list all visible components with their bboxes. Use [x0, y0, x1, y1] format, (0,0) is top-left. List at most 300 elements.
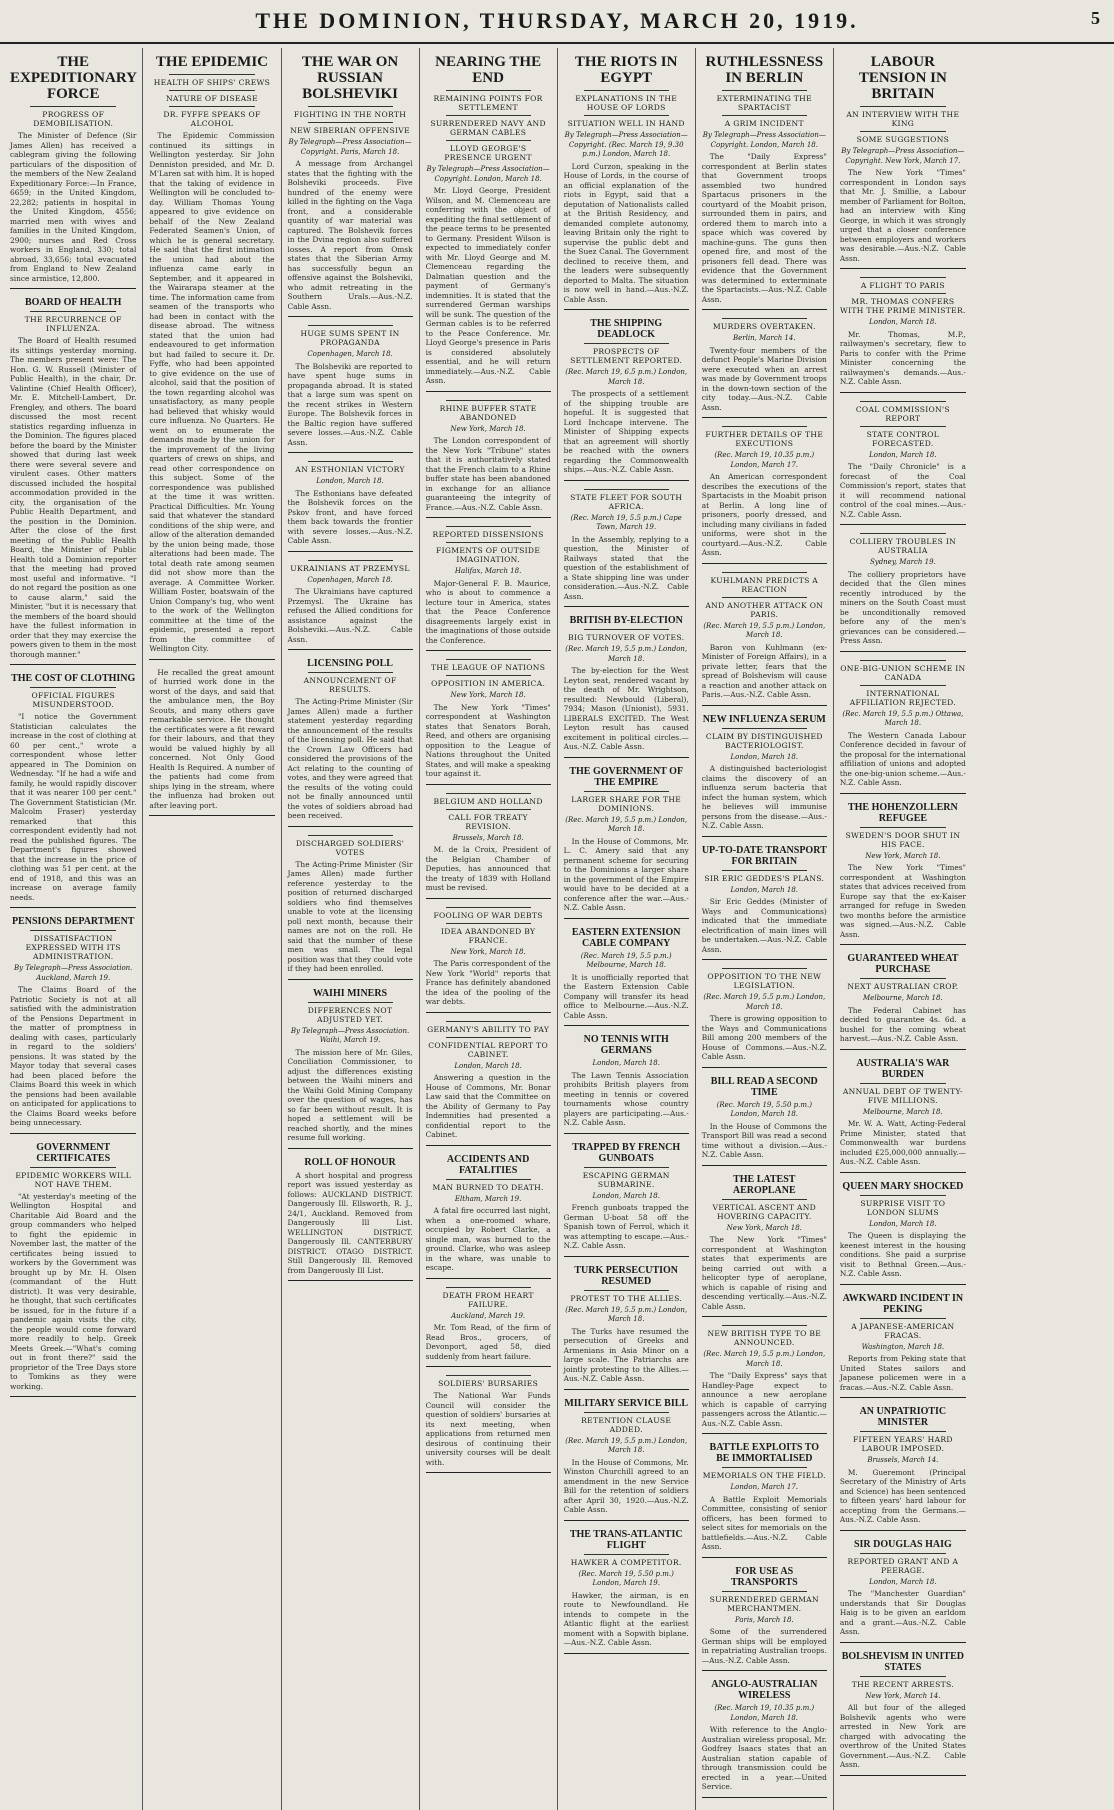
article-dateline: Berlin, March 14. [733, 334, 796, 342]
article-body: He recalled the great amount of hurried work done in the worst of the days, and said that the ambulance men, the Boy Scouts, and many others gave remarkable service. He thought the certificates were a fit reward for their labours, and that they would be valued highly by all concerned. Not Only Good Health Is Required. A number of the patients had come from ships lying in the stream, where the influenza had broken out after leaving port. [149, 667, 275, 810]
article-dateline: By Telegraph—Press Association—Copyright. London, March 18. [702, 131, 826, 149]
article-headline: SIR DOUGLAS HAIG [853, 1538, 952, 1550]
article-body: A Battle Exploit Memorials Committee, consisting of senior officers, has been formed to select sites for memorials on the battlefields.—Aus.-N.Z. Cable Assn. [701, 1494, 827, 1551]
article-separator [702, 1067, 827, 1068]
article-body: The New York "Times" correspondent at Washington states that advices received from Europe say that the ex-Kaiser arranged for refuge in Sweden two months before the armistice was signed.—Aus.-N.Z. Cable Assn. [839, 863, 966, 939]
article-separator [702, 417, 827, 418]
article-headline: TURK PERSECUTION RESUMED [574, 1264, 679, 1287]
article-subheading: NEW SIBERIAN OFFENSIVE [290, 126, 410, 135]
article-subheading: PROTEST TO THE ALLIES. [570, 1293, 683, 1303]
divider [308, 672, 393, 673]
divider [446, 115, 531, 116]
article [840, 533, 966, 652]
divider [722, 115, 807, 116]
article-headline: MILITARY SERVICE BILL [564, 1397, 689, 1409]
article [564, 1529, 689, 1654]
article-subheading: DEATH FROM HEART FAILURE. [442, 1290, 534, 1309]
article-subheading: DISSATISFACTION EXPRESSED WITH ITS ADMINISTRATION. [25, 934, 121, 961]
article [702, 1679, 827, 1798]
article-separator [564, 1256, 689, 1257]
article-subheading: GERMANY'S ABILITY TO PAY [427, 1024, 550, 1034]
article-dateline: New York, March 18. [450, 691, 526, 699]
divider [722, 1467, 807, 1468]
article-separator [702, 1316, 827, 1317]
masthead-title: THE DOMINION, THURSDAY, MARCH 20, 1919. [255, 8, 859, 33]
article-headline: BRITISH BY-ELECTION [569, 615, 683, 626]
article-dateline: London, March 18. [454, 1061, 522, 1070]
article-subheading: RHINE BUFFER STATE ABANDONED [439, 403, 537, 422]
article-subheading: CALL FOR TREATY REVISION. [448, 812, 528, 831]
divider [722, 90, 807, 91]
article-subheading: REPORTED GRANT AND A PEERAGE. [847, 1556, 959, 1575]
article-headline: TRAPPED BY FRENCH GUNBOATS [572, 1141, 681, 1164]
divider [30, 930, 116, 931]
article [288, 560, 413, 651]
article-headline: THE COST OF CLOTHING [11, 673, 136, 684]
divider [308, 560, 393, 561]
article-dateline: (Rec. March 19, 10.35 p.m.) London, March 17. [714, 451, 815, 469]
divider [722, 572, 807, 573]
divider [169, 90, 254, 91]
article-dateline: (Rec. March 19, 5.5 p.m.) Melbourne, March 18. [580, 951, 672, 969]
article-body: The prospects of a settlement of the shipping trouble are hopeful. It is suggested that Lord Inchcape intervene. The Minister of Shipping expects that an agreement will shortly be reached with the owners regarding the Commonwealth ships.—Aus.-N.Z. Cable Assn. [563, 389, 689, 474]
article-dateline: London, March 18. [592, 1059, 660, 1067]
article-headline: LICENSING POLL [307, 658, 393, 669]
article-headline: ANGLO-AUSTRALIAN WIRELESS [711, 1679, 818, 1701]
article-body: With reference to the Anglo-Australian wireless proposal, Mr. Godfrey Isaacs states that an Australian station capable of through transmission could be erected in a year.—United Service. [701, 1725, 827, 1791]
article-dateline: (Rec. March 19, 5.5 p.m.) London, March 18. [565, 645, 688, 663]
article-body: Sir Eric Geddes (Minister of Ways and Communications) indicated that the immediate electrification of main lines will be undertaken.—Aus.-N.Z. Cable Assn. [701, 897, 827, 954]
article-separator [702, 836, 827, 837]
article-separator [702, 1557, 827, 1558]
divider [446, 140, 531, 141]
article-subheading: MAN BURNED TO DEATH. [432, 1182, 544, 1192]
article [288, 835, 413, 980]
article-body: The Turks have resumed the persecution of Greeks and Armenians in Asia Minor on a large scale. The Patriarchs are jointly protesting to the Allies.—Aus.-N.Z. Cable Assn. [563, 1326, 689, 1383]
article-separator [564, 1025, 689, 1026]
article-separator [426, 1278, 551, 1279]
article-headline: NO TENNIS WITH GERMANS [583, 1034, 669, 1056]
article [426, 526, 551, 651]
article [564, 615, 689, 758]
article-body: French gunboats trapped the German U-boat 58 off the Spanish town of Ferrol, which it was attempting to escape.—Aus.-N.Z. Cable Assn. [563, 1203, 689, 1250]
article [840, 802, 966, 946]
article [840, 401, 966, 526]
article-headline: ACCIDENTS AND FATALITIES [446, 1153, 530, 1176]
article-subheading: SIR ERIC GEDDES'S PLANS. [704, 873, 825, 883]
article-headline: BOLSHEVISM IN UNITED STATES [841, 1650, 964, 1673]
article-separator [149, 815, 274, 816]
article-subheading: THE LEAGUE OF NATIONS [431, 663, 546, 672]
article-body: The New York "Times" correspondent at Washington states that Senators Borah, Reed, and others are organising opposition to the League of Nations throughout the United States, and will make a speaking tour against it. [425, 702, 551, 778]
article-separator [564, 757, 689, 758]
article-separator [702, 1433, 827, 1434]
article-dateline: (Rec. March 19, 10.35 p.m.) London, March 18. [714, 1704, 815, 1722]
article [840, 277, 966, 393]
article-headline: QUEEN MARY SHOCKED [842, 1180, 964, 1192]
article-separator [702, 563, 827, 564]
article-dateline: (Rec. March 19, 5.5 p.m.) London, March 18. [703, 993, 826, 1011]
article-body: The colliery proprietors have decided that the Glen mines recently introduced by the miners on the South Coast must be unconditionally removed before any of the men's grievances can be considered.—Press Assn. [839, 569, 966, 645]
article-separator [564, 1653, 689, 1654]
article-body: The Ukrainians have captured Przemysl. The Ukraine has refused the Allied conditions for assistance against the Bolsheviki.—Aus.-N.Z. Cable Assn. [287, 587, 413, 644]
divider [860, 1083, 946, 1084]
article [564, 1265, 689, 1390]
divider [446, 809, 531, 810]
page-number: 5 [1091, 8, 1100, 28]
divider [169, 106, 254, 107]
divider [722, 1591, 807, 1592]
article-dateline: (Rec. March 19, 5.50 p.m.) London, March 19. [578, 1569, 674, 1587]
article-body: The Acting-Prime Minister (Sir James Allen) made a further statement yesterday regarding the announcement of the results of the licensing poll. He said that the Crown Law Officers had considered the provisions of the Act relating to the counting of votes, and they were agreed that the results of the voting could not be finally announced until the votes of soldiers abroad had been received. [287, 697, 413, 820]
article-headline: THE EPIDEMIC [155, 54, 269, 70]
article-subheading: DISCHARGED SOLDIERS' VOTES [295, 838, 405, 857]
divider [30, 687, 116, 688]
article-body: "At yesterday's meeting of the Wellington Hospital and Charitable Aid Board and the group commanders who helped to fight the epidemic in November last, the matter of the certificates being issued to workers by the Government was brought up by Mr. H. Olsen (commandant of the Hutt district). It was very desirable, he thought, that such certificates be issued, for in the future if a pandemic again visits the city, the people would come forward more readily to help. Greek Meets Greek.—"What's coming out in front there?" said the proprietor of the Tree Days store to Tomkins as they were working. [10, 1191, 137, 1391]
divider [446, 526, 531, 527]
news-column [4, 48, 143, 1810]
article-dateline: Halifax, March 18. [454, 567, 522, 575]
article-headline: THE HOHENZOLLERN REFUGEE [847, 801, 958, 824]
article-body: The Queen is displaying the keenest interest in the housing conditions. She paid a surprise visit to Bethnal Green.—Aus.-N.Z. Cable Assn. [839, 1231, 966, 1278]
article-subheading: DIFFERENCES NOT ADJUSTED YET. [307, 1005, 393, 1024]
article-subheading: THE RECURRENCE OF INFLUENZA. [24, 315, 122, 333]
article-body: The Western Canada Labour Conference decided in favour of the proposal for the international affiliation of unions and adopted the one-big-union scheme.—Aus.-N.Z. Cable Assn. [839, 730, 966, 787]
article-body: The National War Funds Council will consider the question of soldiers' bursaries at its next meeting, when applications from returned men desirous of continuing their university courses will be dealt with. [425, 1391, 551, 1467]
article-subheading: NATURE OF DISEASE [165, 94, 258, 103]
article-dateline: By Telegraph—Press Association—Copyright. (Rec. March 19, 9.30 p.m.) London, March 18. [564, 131, 688, 158]
article-dateline: New York, March 14. [865, 1691, 941, 1700]
divider [722, 597, 807, 598]
divider [860, 978, 946, 979]
divider [584, 1554, 669, 1555]
article-subheading: BELGIUM AND HOLLAND [433, 796, 543, 806]
article-subheading: BIG TURNOVER OF VOTES. [568, 633, 685, 642]
article-body: The Board of Health resumed its sittings yesterday morning. The members present were: The Hon. G. W. Russell (Minister of Public Health), in the chair, Dr. Valintine (Chief Health Officer), Mr. E. Mitchell-Lambert, Dr. Frengley, and others. The board discussed the most recent statistics regarding influenza in the Dominion. The figures placed before the board by the Minister showed that during last week there were several severe and virulent cases. Other matters discussed included the hospital accommodation provided in the city, the organisation of the Public Health Department, and the position in the Dominion. After the close of the first meeting of the Public Health Board, the Minister of Public Health told a Dominion reporter that the meeting had proved most useful and informative. "I do not regard the position as one to cause alarm," said the Minister, "but it is necessary that the members of the board should have the fullest information in order that they may exercise the powers given to them in the most thorough manner." [10, 336, 137, 659]
divider [584, 1412, 669, 1413]
article-body: The London correspondent of the New York "Tribune" states that it is authoritatively stated that the French claim to a Rhine buffer state has been abandoned in exchange for an alliance guaranteeing the integrity of France.—Aus.-N.Z. Cable Assn. [425, 436, 551, 512]
article-body: It is unofficially reported that the Eastern Extension Cable Company will transfer its head office to Melbourne.—Aus.-N.Z. Cable Assn. [563, 972, 689, 1020]
article-subheading: HAWKER A COMPETITOR. [570, 1557, 682, 1567]
article-subheading: A GRIM INCIDENT [724, 119, 804, 128]
article-body: A fatal fire occurred last night, when a one-roomed whare, occupied by Robert Clarke, a single man, was burned to the ground. Clarke, who was asleep in the whare, was unable to escape. [425, 1206, 551, 1272]
article-body: The "Manchester Guardian" understands that Sir Douglas Haig is to be given an earldom and a grant.—Aus.-N.Z. Cable Assn. [839, 1589, 966, 1636]
article-body: Lord Curzon, speaking in the House of Lords, in the course of an official explanation of the riots in Egypt, said that a deputation of Nationalists called at the British Residency, and demanded complete autonomy, leaving Britain only the right to supervise the public debt and the Suez Canal. The Government declined to receive them, and the leaders were subsequently deported to Malta. The situation is now well in hand.—Aus.-N.Z. Cable Assn. [563, 161, 689, 304]
article-dateline: By Telegraph—Press Association—Copyright. Paris, March 18. [288, 138, 412, 156]
article-dateline: Brussels, March 18. [452, 833, 524, 842]
divider [446, 659, 531, 660]
article [149, 54, 274, 660]
article-separator [426, 1012, 551, 1013]
article-subheading: SWEDEN'S DOOR SHUT IN HIS FACE. [845, 830, 961, 849]
article [288, 1157, 413, 1282]
article-body: The Esthonians have defeated the Bolshevik forces on the Pskov front, and have forced them back towards the frontier with severe losses.—Aus.-N.Z. Cable Assn. [287, 488, 413, 545]
article-dateline: Paris, March 18. [734, 1615, 794, 1624]
divider [584, 90, 669, 91]
article-separator [564, 918, 689, 919]
article-separator [840, 1775, 966, 1776]
divider [584, 343, 669, 344]
article-dateline: London, March 18. [730, 885, 799, 894]
article-dateline: Eltham, March 19. [454, 1194, 522, 1203]
article-body: The Minister of Defence (Sir James Allen) has received a cablegram giving the following particulars of the disposition of the members of the New Zealand Expeditionary Force:—In France, 6659; in the United Kingdom, 22,282; patients in hospital in the United Kingdom, 4556; married men with wives and families in the United Kingdom, 2900; nurses and Red Cross workers in England, 330; total abroad, 33,656; total evacuated from England to New Zealand since armistice, 12,800. [10, 131, 137, 283]
article-body: The Lawn Tennis Association prohibits British players from meeting in tennis or covered tournaments whose country players are participating.—Aus.-N.Z. Cable Assn. [563, 1070, 689, 1127]
article-separator [426, 1366, 551, 1367]
article-separator [840, 1642, 966, 1643]
article-dateline: Brussels, March 14. [867, 1456, 939, 1464]
divider [860, 827, 946, 828]
article [288, 461, 413, 552]
article [564, 1398, 689, 1521]
article-dateline: (Rec. March 19, 5.5 p.m.) London, March 18. [703, 621, 826, 639]
divider [860, 106, 946, 107]
article-body: The "Daily Chronicle" is a forecast of the Coal Commission's report, states that it will recommend national control of the coal mines.—Aus.-N.Z. Cable Assn. [839, 462, 966, 519]
article-separator [10, 1396, 136, 1397]
article-body: Some of the surrendered German ships will be employed in repatriating Australian troops.—Aus.-N.Z. Cable Assn. [701, 1627, 827, 1665]
article-body: There is growing opposition to the Ways and Communications Bill among 200 members of the House of Commons.—Aus.-N.Z. Cable Assn. [701, 1014, 827, 1061]
article-headline: AWKWARD INCIDENT IN PEKING [842, 1292, 964, 1315]
article-separator [564, 309, 689, 310]
article-dateline: (Rec. March 19, 5.5 p.m.) Ottawa, March 18. [842, 709, 964, 727]
article-subheading: LARGER SHARE FOR THE DOMINIONS. [571, 794, 682, 813]
divider [860, 1553, 946, 1554]
article-body: A distinguished bacteriologist claims the discovery of an influenza serum bacteria that infect the human system, which he believes will immunise persons from the disease.—Aus.-N.Z. Cable Assn. [701, 764, 827, 830]
article-subheading: A FLIGHT TO PARIS [860, 281, 945, 290]
article-subheading: PROGRESS OF DEMOBILISATION. [33, 110, 114, 128]
article [702, 1076, 827, 1166]
divider [860, 1318, 946, 1319]
article-body: Major-General F. B. Maurice, who is about to commence a lecture tour in America, states that the Peace Conference disagreements largely exist in the imaginations of those outside the Conference. [425, 578, 551, 645]
divider [584, 1167, 669, 1168]
article-subheading: OPPOSITION TO THE NEW LEGISLATION. [707, 972, 822, 990]
article-body: The Claims Board of the Patriotic Society is not at all satisfied with the administration of the Pensions Department in the matter of promptness in dealing with cases, particularly in regard to the soldiers' pensions. It was stated by the Mayor today that several cases had been placed before the Claims Board this week in which the pensions had been available on anticipated for applications to the Claims Board weeks before being unnecessary. [10, 985, 137, 1127]
article-separator [702, 1165, 827, 1166]
article-subheading: LLOYD GEORGE'S PRESENCE URGENT [444, 144, 532, 162]
divider [722, 728, 807, 729]
article-body: In the Assembly, replying to a question, the Minister of Railways stated that the question of the establishment of a State shipping line was under consideration.—Aus.-N.Z. Cable Assn. [563, 534, 689, 601]
article-separator [288, 1148, 413, 1149]
article [426, 1154, 551, 1279]
article-subheading: AN INTERVIEW WITH THE KING [846, 110, 960, 128]
article-body: Twenty-four members of the defunct People's Marine Division were executed when an arrest was made by Government troops in the down-town section of the city today.—Aus.-N.Z. Cable Assn. [701, 345, 827, 412]
article-subheading: INTERNATIONAL AFFILIATION REJECTED. [849, 688, 956, 707]
article-dateline: (Rec. March 19, 5.5 p.m.) London, March 18. [565, 1305, 688, 1323]
article [840, 54, 966, 269]
article-headline: THE GOVERNMENT OF THE EMPIRE [569, 765, 684, 788]
article [702, 1174, 827, 1318]
divider [30, 106, 116, 107]
article-headline: THE TRANS-ATLANTIC FLIGHT [569, 1528, 683, 1551]
article-body: The mission here of Mr. Giles, Conciliation Commissioner, to adjust the differences existing between the Waihi miners and the Waihi Gold Mining Company over the question of wages, has so far been without result. It is hoped a settlement will be reached shortly, and the mines resume full working. [287, 1047, 413, 1142]
article-subheading: IDEA ABANDONED BY FRANCE. [440, 926, 536, 945]
article [288, 54, 413, 317]
article-dateline: Washington, March 18. [861, 1342, 945, 1351]
article-body: The Bolsheviki are reported to have spent huge sums in propaganda abroad. It is stated that a large sum was spent on the recent strikes in Western Europe. The Bolshevik forces in the Baltic region have suffered severe losses.—Aus.-N.Z. Cable Assn. [287, 361, 413, 447]
article-body: Mr. Tom Read, of the firm of Read Bros., grocers, of Devonport, aged 58, died suddenly from heart failure. [425, 1323, 551, 1361]
divider [584, 1290, 669, 1291]
article-subheading: PROSPECTS OF SETTLEMENT REPORTED. [570, 347, 683, 365]
article-subheading: HEALTH OF SHIPS' CREWS [153, 78, 271, 87]
article-separator [288, 649, 413, 650]
article-headline: THE SHIPPING DEADLOCK [590, 318, 663, 340]
article-headline: THE RIOTS IN EGYPT [574, 54, 678, 86]
article [426, 659, 551, 785]
article-dateline: (Rec. March 19, 5.5 p.m.) Cape Town, March 19. [570, 513, 682, 531]
article [840, 1181, 966, 1285]
article-body: An American correspondent describes the executions of the Spartacists in the Moabit prison at Berlin. A long line of prisoners, poorly dressed, and including many civilians in faded uniforms, were shot in the courtyard.—Aus.-N.Z. Cable Assn. [701, 472, 827, 557]
article-separator [564, 1133, 689, 1134]
article-body: The New York "Times" correspondent in London says that Mr. J. Smillie, a Labour member of Parliament for Bolton, had an interview with King George, in which it was strongly urged that a closer conference between employers and workers was desirable.—Aus.-N.Z. Cable Assn. [839, 168, 966, 263]
article-separator [288, 979, 413, 980]
article-dateline: Auckland, March 19. [451, 1311, 526, 1320]
article-subheading: STATE FLEET FOR SOUTH AFRICA. [570, 492, 683, 511]
article-dateline: London, March 18. [730, 752, 799, 761]
article-body: In the House of Commons, Mr. L. C. Amery said that any permanent scheme for securing to the Dominions a larger share in the government of the Empire would have to be decided at a conference after the war.—Aus.-N.Z. Cable Assn. [563, 836, 689, 912]
article [702, 1325, 827, 1434]
article-separator [840, 1172, 966, 1173]
article [426, 1375, 551, 1473]
article [10, 673, 136, 908]
article [426, 54, 551, 392]
article-subheading: COLLIERY TROUBLES IN AUSTRALIA [849, 537, 957, 555]
article-separator [288, 1280, 413, 1281]
article-subheading: VERTICAL ASCENT AND HOVERING CAPACITY. [712, 1202, 817, 1221]
article-dateline: London, March 18. [869, 450, 937, 459]
article-separator [840, 524, 966, 525]
divider [860, 401, 946, 402]
divider [446, 1037, 531, 1038]
article [702, 426, 827, 564]
article-body: M. Gueremont (Principal Secretary of the Ministry of Arts and Science) has been sentenced to fifteen years' hard labour for accepting from the Germans.—Aus.-N.Z. Cable Assn. [839, 1467, 966, 1524]
article-separator [10, 907, 136, 908]
article-subheading: KUHLMANN PREDICTS A REACTION [710, 575, 819, 594]
article [564, 489, 689, 608]
article-headline: NEARING THE END [435, 54, 542, 86]
article [840, 660, 966, 794]
article-headline: UP-TO-DATE TRANSPORT FOR BRITAIN [701, 844, 827, 867]
article-separator [840, 944, 966, 945]
article [426, 1021, 551, 1146]
divider [860, 533, 946, 534]
news-column [834, 48, 972, 1810]
article-dateline: London, March 17. [730, 1483, 799, 1491]
article [840, 1293, 966, 1399]
article-body: The Federal Cabinet has decided to guarantee 4s. 6d. a bushel for the coming wheat harvest.—Aus.-N.Z. Cable Assn. [839, 1005, 966, 1043]
article [10, 297, 136, 665]
article-body: Mr. Lloyd George, President Wilson, and M. Clemenceau are conferring with the object of expediting the final settlement of the peace terms to be presented to Germany. President Wilson is expected to immediately confer with Mr. Lloyd George and M. Clemenceau regarding the Dalmatian question and the payment of Germany's indemnities. It is stated that the surrendered German warships will be sunk. The question of the German cables is to be referred to the Peace Conference. Mr. Lloyd George's presence in Paris is considered absolutely essential, and he will return immediately.—Aus.-N.Z. Cable Assn. [425, 186, 551, 385]
divider [722, 426, 807, 427]
article-body: The Paris correspondent of the New York "World" reports that France has definitely abandoned the idea of the pooling of the war debts. [425, 959, 551, 1006]
article-subheading: SURPRISE VISIT TO LONDON SLUMS [860, 1198, 946, 1217]
article-headline: ROLL OF HONOUR [304, 1156, 396, 1168]
article-dateline: (Rec. March 19, 5.50 p.m.) London, March 18. [716, 1100, 812, 1118]
article-body: Answering a question in the House of Commons, Mr. Bonar Law said that the Committee on the Ability of Germany to Pay Indemnities had presented a confidential report to the Cabinet. [425, 1073, 551, 1139]
article-subheading: DR. FYFFE SPEAKS OF ALCOHOL [163, 110, 261, 128]
article [840, 953, 966, 1050]
article-subheading: OFFICIAL FIGURES MISUNDERSTOOD. [31, 691, 115, 709]
article-subheading: FIGHTING IN THE NORTH [293, 110, 407, 119]
divider [30, 1167, 116, 1168]
article-separator [840, 1397, 966, 1398]
article-subheading: SITUATION WELL IN HAND [567, 119, 685, 128]
article-subheading: SURRENDERED GERMAN MERCHANTMEN. [709, 1594, 819, 1613]
divider [860, 1431, 946, 1432]
article-separator [564, 1389, 689, 1390]
article-dateline: Sydney, March 19. [869, 558, 936, 566]
divider [860, 293, 946, 294]
article-body: The Epidemic Commission continued its sittings in Wellington yesterday. Sir John Denniston presided, and Mr. D. M'Laren sat with him. It is hoped that the taking of evidence in Wellington will be concluded to-day. William Thomas Young appeared to give evidence on behalf of the New Zealand Federated Seamen's Union, of which he is general secretary. He said that the first intimation the union had about the influenza came early in September, and it appeared in the Wairarapa steamer at the time. The information came from seamen of the transports who had been in contact with the disease abroad. The witness stated that the union had endeavoured to get information but had failed to secure it. Dr. Fyffe, who had been appointed to give evidence on the use of alcohol, said that the position of the town regarding alcohol was unsatisfactory, as many people had believed that whisky would cure influenza. No Quarters. He went on to enumerate the demands made by the union for the improvement of the living quarters of crews on ships, and read other correspondence on this subject. Some of the correspondence was published at the time it was written. Practical Difficulties. Mr. Young said that whatever the standard conditions of the ship were, and allow of the alteration demanded by the union being made, those alterations had been made. The total death rate among seamen did not show more than the average. A Committee Worker. William Foster, boatswain of the Union Company's tug, who went to the work of the Wellington committee at the time of the epidemic, presented a report from the committee of Wellington City. [149, 131, 275, 653]
divider [446, 1287, 531, 1288]
article [564, 1142, 689, 1257]
article [564, 54, 689, 310]
article-subheading: AND ANOTHER ATTACK ON PARIS. [705, 600, 824, 619]
article-body: All but four of the alleged Bolshevik agents who were arrested in New York are charged with advocating the overthrow of the United States Government.—Aus.-N.Z. Cable Assn. [839, 1703, 966, 1769]
news-column [696, 48, 834, 1810]
divider [860, 426, 946, 427]
article-separator [149, 659, 274, 660]
article-separator [702, 1670, 827, 1671]
divider [308, 325, 393, 326]
article-dateline: New York, March 18. [726, 1223, 802, 1232]
article-headline: BATTLE EXPLOITS TO BE IMMORTALISED [709, 1442, 820, 1464]
article [702, 1442, 827, 1558]
article-headline: AUSTRALIA'S WAR BURDEN [856, 1057, 950, 1080]
article-headline: WAIHI MINERS [312, 987, 388, 999]
divider [860, 1676, 946, 1677]
article-dateline: Copenhagen, March 18. [307, 575, 393, 584]
masthead [0, 0, 1114, 44]
article [10, 1142, 136, 1398]
article-subheading: REMAINING POINTS FOR SETTLEMENT [433, 94, 543, 112]
divider [308, 461, 393, 462]
divider [722, 870, 807, 871]
article-separator [288, 316, 413, 317]
article-subheading: A JAPANESE-AMERICAN FRACAS. [851, 1321, 955, 1340]
article-subheading: EXTERMINATING THE SPARTACIST [716, 94, 812, 112]
article-body: Baron von Kuhlmann (ex-Minister of Foreign Affairs), in a private letter, fears that the spread of Bolshevism will cause a reaction and another attack on Paris.—Aus.-N.Z. Cable Assn. [701, 642, 827, 699]
divider [584, 489, 669, 490]
article-body: A short hospital and progress report was issued yesterday as follows: AUCKLAND DISTRICT. Dangerously Ill. Ellsworth, R. J., 24/1, Auckland. Removed from Dangerously Ill List. WELLINGTON DISTRICT. Dangerously Ill. CANTERBURY DISTRICT. OTAGO DISTRICT. Still Dangerously Ill. Removed from Dangerously Ill List. [287, 1170, 413, 1275]
article-dateline: London, March 18. [869, 318, 937, 326]
article-body: Mr. W. A. Watt, Acting-Federal Prime Minister, stated that Commonwealth war burdens included £25,000,000 annually.—Aus.-N.Z. Cable Assn. [839, 1119, 966, 1166]
article-body: Mr. Thomas, M.P., railwaymen's secretary, flew to Paris to confer with the Prime Minister concerning the railwaymen's demands.—Aus.-N.Z. Cable Assn. [839, 329, 966, 386]
article-headline: FOR USE AS TRANSPORTS [730, 1565, 798, 1588]
divider [30, 311, 116, 312]
divider [860, 1195, 946, 1196]
article-dateline: Copenhagen, March 18. [307, 350, 393, 358]
article-body: "I notice the Government Statistician calculates the increase in the cost of clothing at 60 per cent.," wrote a correspondent whose letter appeared in The Dominion on Wednesday. "If he had a wife and family, he would rapidly discover that it was nearer 100 per cent." The Government Statistician (Mr. Malcolm Fraser) yesterday remarked that this correspondent evidently had not read the published figures. The Department's figures showed that the increase in the price of clothing was 51 per cent. at the end of 1918, and this was an increase on average family needs. [10, 712, 137, 902]
article [564, 927, 689, 1027]
article [426, 1287, 551, 1368]
divider [584, 791, 669, 792]
article-separator [426, 1472, 551, 1473]
article [702, 968, 827, 1068]
divider [446, 675, 531, 676]
article-subheading: FOOLING OF WAR DEBTS [433, 910, 543, 920]
article-subheading: FIFTEEN YEARS' HARD LABOUR IMPOSED. [852, 1435, 953, 1453]
divider [308, 106, 393, 107]
article-subheading: RETENTION CLAUSE ADDED. [581, 1415, 672, 1434]
article-subheading: SURRENDERED NAVY AND GERMAN CABLES [430, 119, 546, 137]
article-separator [564, 606, 689, 607]
article-dateline: New York, March 18. [865, 851, 941, 860]
article [426, 793, 551, 899]
divider [308, 122, 393, 123]
article-separator [840, 651, 966, 652]
article-subheading: FURTHER DETAILS OF THE EXECUTIONS [705, 430, 824, 448]
article-subheading: ESCAPING GERMAN SUBMARINE. [582, 1170, 670, 1189]
article-dateline: London, March 18. [869, 1219, 937, 1228]
